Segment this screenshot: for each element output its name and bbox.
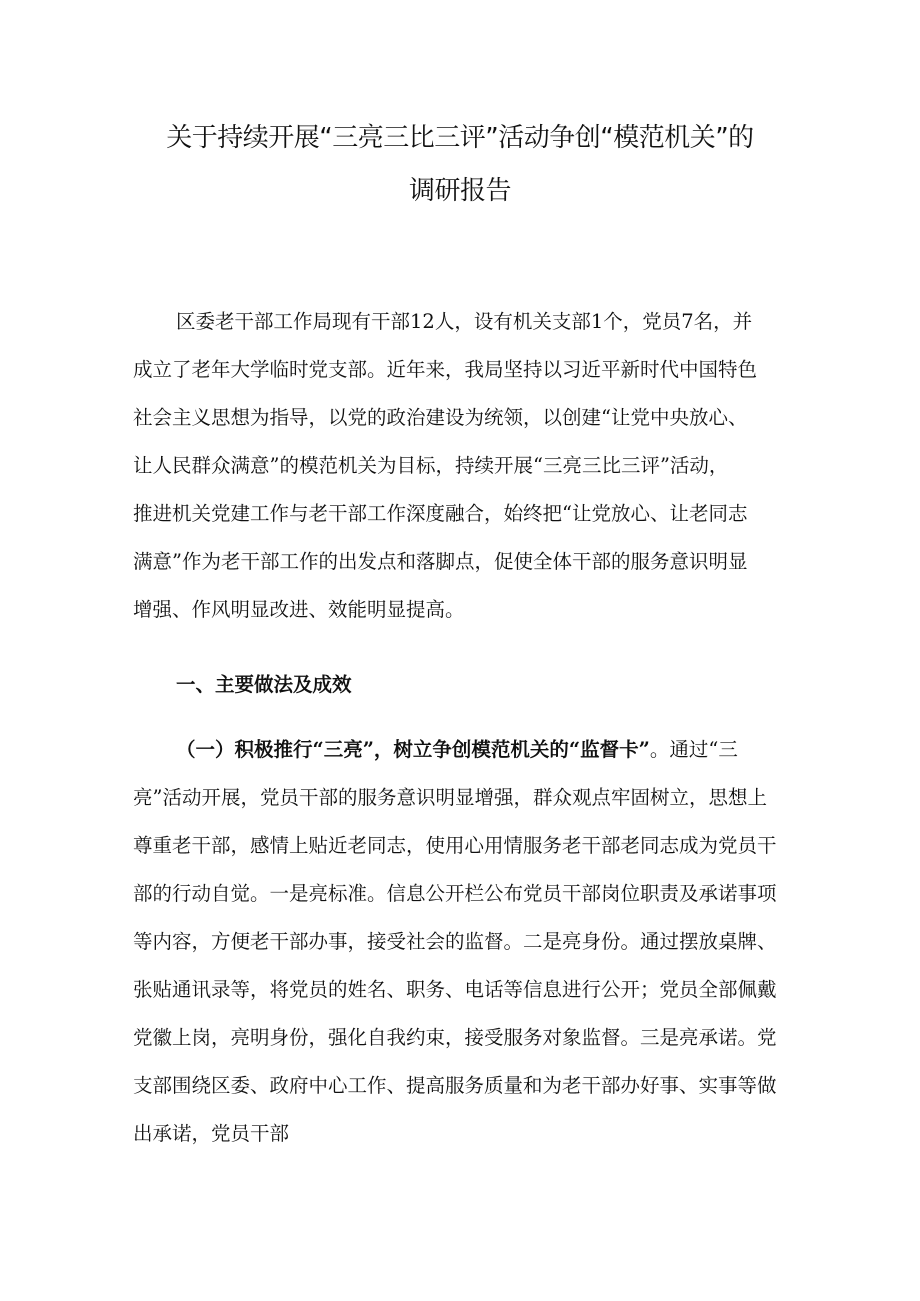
subsection-lead-text: 。通过“三: [649, 738, 738, 761]
document-title-line-2: 调研报告: [408, 176, 511, 206]
body-line: 张贴通讯录等，将党员的姓名、职务、电话等信息进行公开；党员全部佩戴: [133, 978, 777, 1001]
intro-line: 区委老干部工作局现有干部12人，设有机关支部1个，党员7名，并: [176, 310, 753, 333]
intro-line: 让人民群众满意”的模范机关为目标，持续开展“三亮三比三评”活动，: [133, 454, 729, 477]
body-line: 支部围绕区委、政府中心工作、提高服务质量和为老干部办好事、实事等做: [133, 1074, 777, 1097]
subsection-first-line: [176, 738, 738, 762]
intro-line: 增强、作风明显改进、效能明显提高。: [133, 598, 465, 621]
intro-line: 成立了老年大学临时党支部。近年来，我局坚持以习近平新时代中国特色: [133, 358, 758, 381]
body-line: 尊重老干部，感情上贴近老同志，使用心用情服务老干部老同志成为党员干: [133, 834, 777, 857]
intro-line: 社会主义思想为指导，以党的政治建设为统领，以创建“让党中央放心、: [133, 406, 748, 429]
subsection-heading: （一）积极推行“三亮”，树立争创模范机关的“监督卡”: [176, 738, 650, 761]
intro-line: 满意”作为老干部工作的出发点和落脚点，促使全体干部的服务意识明显: [133, 550, 748, 573]
body-line: 部的行动自觉。一是亮标准。信息公开栏公布党员干部岗位职责及承诺事项: [133, 882, 777, 905]
body-line: 党徽上岗，亮明身份，强化自我约束，接受服务对象监督。三是亮承诺。党: [133, 1026, 777, 1049]
body-line: 亮”活动开展，党员干部的服务意识明显增强，群众观点牢固树立，思想上: [133, 786, 767, 809]
body-line: 出承诺，党员干部: [133, 1122, 290, 1145]
section-heading: 一、主要做法及成效: [176, 673, 352, 696]
body-line: 等内容，方便老干部办事，接受社会的监督。二是亮身份。通过摆放桌牌、: [133, 930, 777, 953]
intro-line: 推进机关党建工作与老干部工作深度融合，始终把“让党放心、让老同志: [133, 502, 748, 525]
document-title-line-1: 关于持续开展“三亮三比三评”活动争创“模范机关”的: [166, 123, 754, 153]
